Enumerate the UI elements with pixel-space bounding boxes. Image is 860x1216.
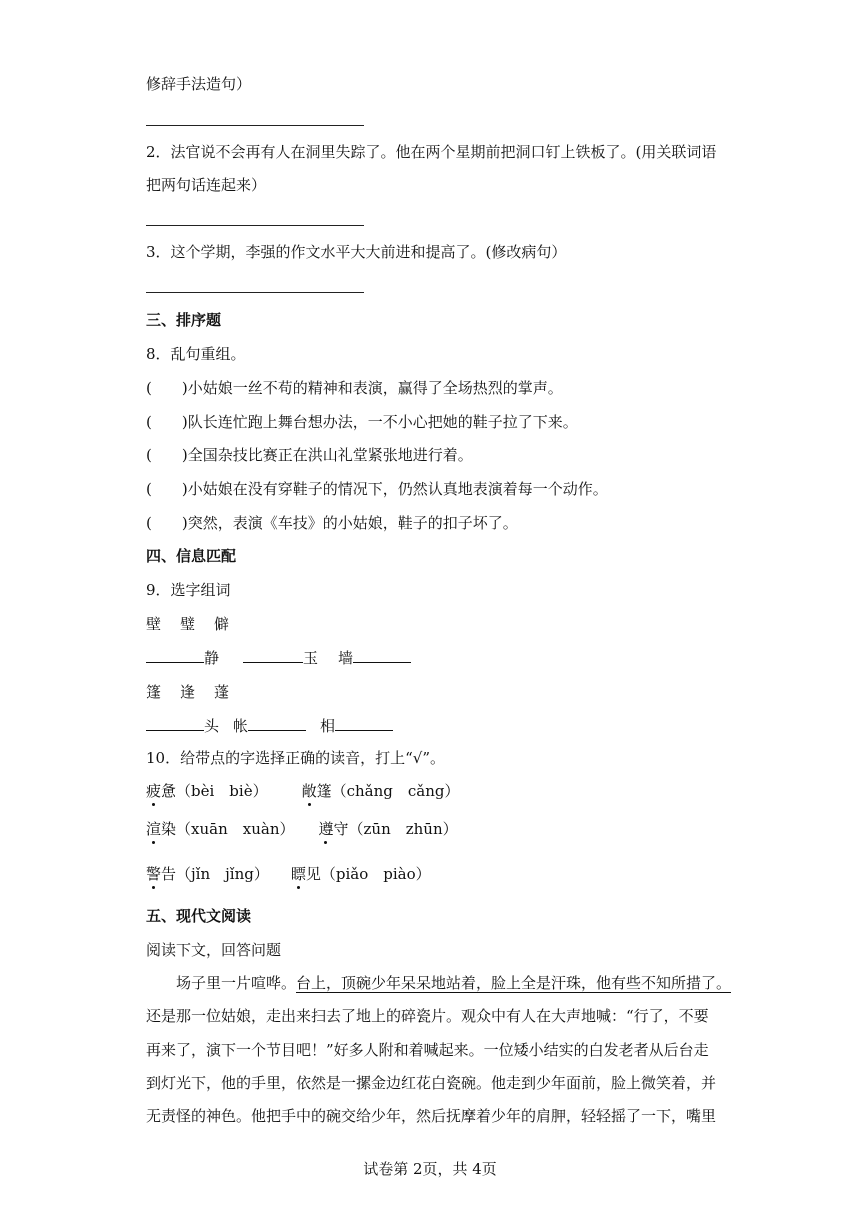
section-heading-match: 四、信息匹配 (146, 547, 237, 565)
pinyin-item[interactable]: 敞篷（chǎng cǎng） (301, 782, 460, 800)
option-char: 蓬 (214, 683, 230, 701)
sort-paren[interactable]: ( ) (146, 379, 188, 397)
question-2: 2．法官说不会再有人在洞里失踪了。他在两个星期前把洞口钉上铁板了。(用关联词语 (146, 143, 717, 161)
pinyin-item[interactable]: 瞟见（piǎo piào） (290, 865, 431, 883)
sort-paren[interactable]: ( ) (146, 514, 188, 532)
blank-word: 头 (204, 717, 220, 735)
section-heading-reading: 五、现代文阅读 (146, 907, 252, 925)
sort-item (146, 445, 473, 465)
sort-text: 全国杂技比赛正在洪山礼堂紧张地进行着。 (187, 446, 473, 464)
sort-text: 小姑娘在没有穿鞋子的情况下，仍然认真地表演着每一个动作。 (187, 480, 608, 498)
passage-line: 还是那一位姑娘，走出来扫去了地上的碎瓷片。观众中有人在大声地喊：“行了，不要 (146, 1007, 709, 1025)
sort-item (146, 479, 608, 499)
section-heading-sort: 三、排序题 (146, 311, 222, 329)
answer-line-3[interactable] (146, 292, 364, 293)
sort-paren[interactable]: ( ) (146, 446, 188, 464)
option-char: 逢 (180, 683, 196, 701)
blank-word: 墙 (338, 649, 354, 667)
char-group-1 (146, 614, 229, 634)
pinyin-row-3 (146, 864, 431, 884)
sort-paren[interactable]: ( ) (146, 480, 188, 498)
sort-text: 小姑娘一丝不苟的精神和表演，赢得了全场热烈的掌声。 (187, 379, 563, 397)
blank-word: 相 (320, 717, 336, 735)
question-2-cont: 把两句话连起来） (146, 176, 267, 194)
question-prev-tail: 修辞手法造句） (146, 75, 252, 93)
option-char: 僻 (214, 615, 230, 633)
sort-item (146, 513, 518, 533)
sort-item (146, 378, 563, 398)
word-blanks-2 (146, 716, 393, 736)
sort-paren[interactable]: ( ) (146, 413, 188, 431)
blank-word: 帐 (233, 717, 249, 735)
pinyin-item[interactable]: 疲惫（bèi biè） (146, 782, 268, 800)
fill-blank[interactable] (353, 648, 411, 663)
sort-text: 突然，表演《车技》的小姑娘，鞋子的扣子坏了。 (187, 514, 518, 532)
passage-line: 到灯光下，他的手里，依然是一摞金边红花白瓷碗。他走到少年面前，脸上微笑着，并 (146, 1074, 717, 1092)
word-blanks-1 (146, 648, 411, 668)
fill-blank[interactable] (146, 648, 204, 663)
question-3: 3．这个学期，李强的作文水平大大前进和提高了。(修改病句） (146, 243, 567, 261)
option-char: 璧 (180, 615, 196, 633)
blank-word: 玉 (303, 649, 319, 667)
sort-text: 队长连忙跑上舞台想办法，一不小心把她的鞋子拉了下来。 (187, 413, 578, 431)
question-9: 9．选字组词 (146, 581, 231, 599)
underlined-sentence: 台上，顶碗少年呆呆地站着，脸上全是汗珠，他有些不知所措了。 (296, 974, 732, 992)
passage-line: 场子里一片喧哗。台上，顶碗少年呆呆地站着，脸上全是汗珠，他有些不知所措了。 (176, 974, 732, 992)
passage-line: 无责怪的神色。他把手中的碗交给少年，然后抚摩着少年的肩胛，轻轻摇了一下，嘴里 (146, 1107, 717, 1125)
fill-blank[interactable] (243, 648, 303, 663)
answer-line-2[interactable] (146, 225, 364, 226)
pinyin-row-1 (146, 781, 460, 801)
char-group-2 (146, 682, 229, 702)
fill-blank[interactable] (335, 716, 393, 731)
pinyin-item[interactable]: 警告（jǐn jǐng） (146, 865, 269, 883)
page-footer: 试卷第 2页，共 4页 (363, 1160, 497, 1178)
option-char: 壁 (146, 615, 162, 633)
pinyin-item[interactable]: 遵守（zūn zhūn） (318, 820, 458, 838)
question-10: 10．给带点的字选择正确的读音，打上“√”。 (146, 749, 445, 767)
question-8: 8．乱句重组。 (146, 345, 246, 363)
fill-blank[interactable] (146, 716, 204, 731)
answer-line-1[interactable] (146, 125, 364, 126)
passage-line: 再来了，演下一个节目吧！”好多人附和着喊起来。一位矮小结实的白发老者从后台走 (146, 1041, 709, 1059)
pinyin-item[interactable]: 渲染（xuān xuàn） (146, 820, 295, 838)
blank-word: 静 (204, 649, 220, 667)
fill-blank[interactable] (248, 716, 306, 731)
sort-item (146, 412, 578, 432)
reading-intro: 阅读下文，回答问题 (146, 941, 282, 959)
option-char: 篷 (146, 683, 162, 701)
pinyin-row-2 (146, 819, 458, 839)
